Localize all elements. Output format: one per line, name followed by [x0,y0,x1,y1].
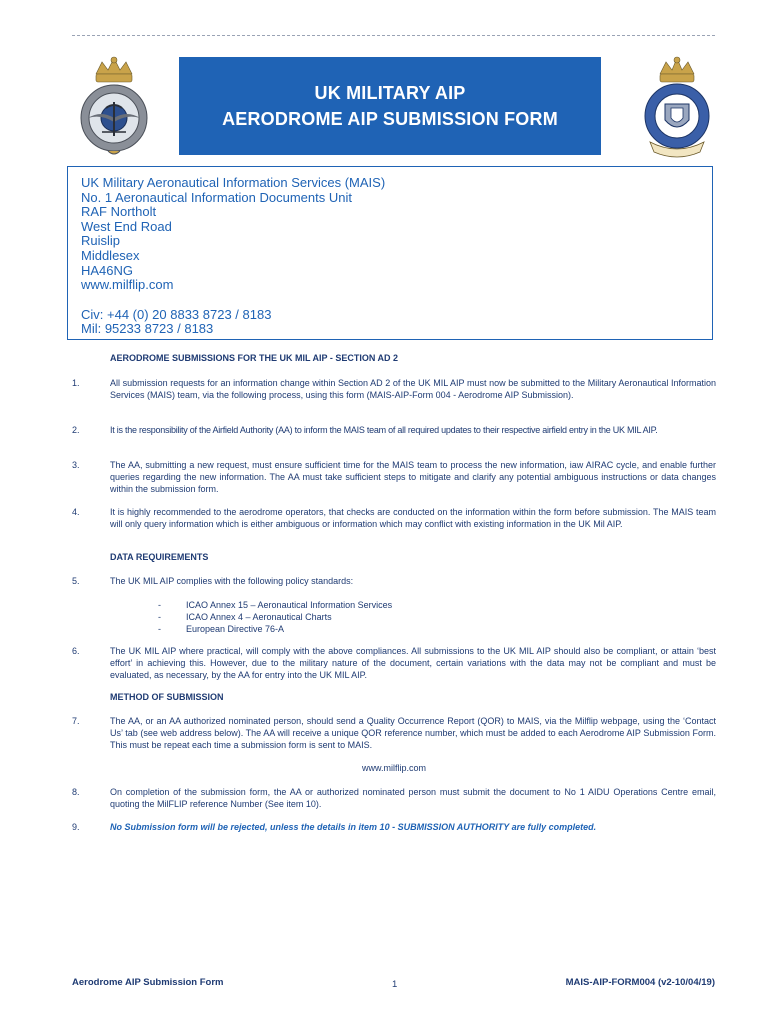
item-number: 3. [72,460,80,470]
footer-form-name: Aerodrome AIP Submission Form [72,977,224,988]
website-link[interactable]: www.milflip.com [81,277,174,293]
list-item [158,611,392,623]
phone-mil: Mil: 95233 8723 / 8183 [81,321,214,337]
list-item [158,623,392,635]
title-banner [179,57,601,155]
item-number: 1. [72,378,80,388]
section-heading-data-requirements: DATA REQUIREMENTS [110,552,209,562]
item-text-warning: No Submission form will be rejected, unless the details in item 10 - SUBMISSION AUTHORITY are fully completed. [110,822,597,832]
item-text: All submission requests for an information change within Section AD 2 of the UK MIL AIP must now be submitted to the Military Aeronautical Information Services (MAIS) team, via the following process, using this form (MAIS-AIP-Form 004 - Aerodrome AIP Submission). [110,378,716,400]
item-text: The AA, submitting a new request, must ensure sufficient time for the MAIS team to process the new information, iaw AIRAC cycle, and enable further queries regarding the new information. The AA must take sufficient steps to mitigate and clarify any potential ambiguous instructions or data changes within the submission form. [110,460,716,494]
list-item-6 [72,645,718,681]
standard-text: ICAO Annex 4 – Aeronautical Charts [186,612,332,622]
item-number: 5. [72,576,80,586]
item-number: 6. [72,646,80,656]
address-line: HA46NG [81,262,134,278]
title-line-1: UK MILITARY AIP [314,83,466,103]
right-crest-emblem-icon [636,52,718,164]
standard-text: ICAO Annex 15 – Aeronautical Information Services [186,600,393,610]
list-item-9 [72,821,718,833]
list-item-5 [72,575,718,587]
footer-page-number: 1 [392,979,398,990]
item-text: The AA, or an AA authorized nominated person, should send a Quality Occurrence Report (QOR) to MAIS, via the Milflip webpage, using the ‘Contact Us’ tab (see web address below). The AA will receive a unique QOR reference number, which must be added to each Aerodrome AIP Submission Form. This must be repeat each time a submission form is sent to MAIS. [110,716,716,750]
list-item-1 [72,377,718,401]
list-item [158,599,392,611]
address-line: West End Road [81,218,172,234]
section-heading-submissions: AERODROME SUBMISSIONS FOR THE UK MIL AIP - SECTION AD 2 [110,353,399,363]
address-box [67,166,713,340]
footer-form-code: MAIS-AIP-FORM004 (v2-10/04/19) [565,977,715,988]
address-line: No. 1 Aeronautical Information Documents Unit [81,189,352,205]
item-text: On completion of the submission form, the AA or authorized nominated person must submit the document to No 1 AIDU Operations Centre email, quoting the MilFLIP reference Number (See item 10). [110,787,716,809]
list-item-2 [72,424,718,436]
item-number: 9. [72,822,80,832]
list-item-3 [72,459,718,495]
phone-civ: Civ: +44 (0) 20 8833 8723 / 8183 [81,306,272,322]
list-item-8 [72,786,718,810]
item-number: 2. [72,425,80,435]
item-number: 8. [72,787,80,797]
left-crest-emblem-icon [74,52,154,164]
address-line: Middlesex [81,247,140,263]
standard-text: European Directive 76-A [186,624,285,634]
website-link-center[interactable]: www.milflip.com [361,763,426,773]
item-text: The UK MIL AIP complies with the following policy standards: [110,576,354,586]
address-line: UK Military Aeronautical Information Services (MAIS) [81,175,386,190]
dash-bullet: - [158,612,161,622]
section-heading-method: METHOD OF SUBMISSION [110,692,224,702]
standards-list [158,599,392,635]
address-line: RAF Northolt [81,204,157,220]
dash-bullet: - [158,600,161,610]
item-number: 7. [72,716,80,726]
address-line: Ruislip [81,233,121,249]
item-text: The UK MIL AIP where practical, will comply with the above compliances. All submissions to the UK MIL AIP should also be compliant, or attain ‘best effort’ in achieving this. However, due to the military nature of the document, certain variations with the data may not be compliant and must be evaluated, as necessary, by the AA for entry into the UK MIL AIP. [110,646,716,680]
top-divider [72,35,715,36]
item-text: It is the responsibility of the Airfield Authority (AA) to inform the MAIS team of all required updates to their respective airfield entry in the UK MIL AIP. [110,425,658,435]
dash-bullet: - [158,624,161,634]
list-item-7 [72,715,718,751]
list-item-4 [72,506,718,530]
title-line-2: AERODROME AIP SUBMISSION FORM [222,109,558,129]
item-text: It is highly recommended to the aerodrome operators, that checks are conducted on the information within the form before submission. The MAIS team will only query information which is either ambiguous or information which may conflict with existing information in the UK Mil AIP. [110,507,716,529]
item-number: 4. [72,507,80,517]
